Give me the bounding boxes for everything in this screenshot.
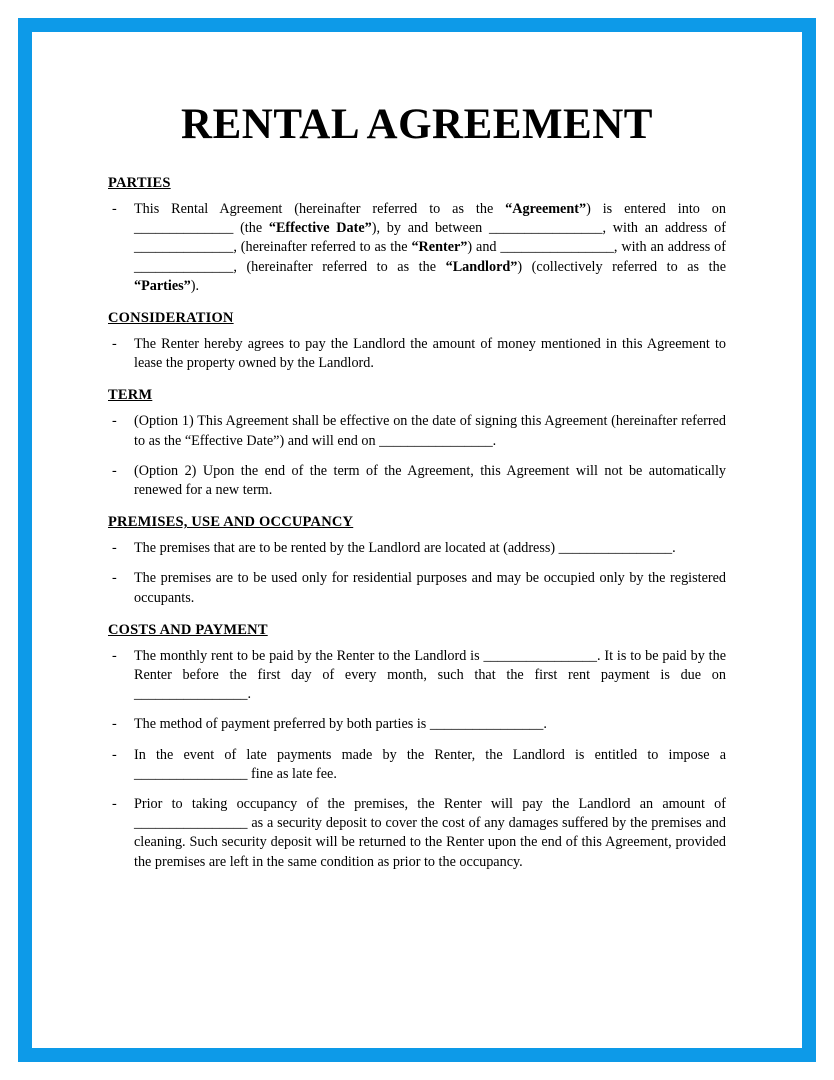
clause-text: This Rental Agreement (hereinafter referred to as the “Agreement”) is entered into on ______________ (the “Effective Date”), by and between ________________, with an address of ______________, (hereinafter referred to as the “Renter”) and ________________, with an address of ______________, (hereinafter referred to as the “Landlord”) (collectively referred to as the “Parties”). <box>134 201 726 294</box>
clause-item <box>108 795 726 872</box>
bullet-dash-icon: - <box>112 462 117 479</box>
page-title: RENTAL AGREEMENT <box>181 101 653 148</box>
clause-text: (Option 2) Upon the end of the term of the Agreement, this Agreement will not be automatically renewed for a new term. <box>134 462 726 499</box>
bullet-dash-icon: - <box>112 716 117 733</box>
clause-text: The premises that are to be rented by the Landlord are located at (address) ________________. <box>134 540 676 557</box>
bullet-dash-icon: - <box>112 796 117 813</box>
document-section <box>108 175 726 296</box>
clause-item <box>108 200 726 296</box>
document-content <box>108 100 726 886</box>
bullet-dash-icon: - <box>112 413 117 430</box>
clause-list <box>108 200 726 296</box>
clause-text: The method of payment preferred by both parties is ________________. <box>134 716 547 733</box>
section-heading: PARTIES <box>108 175 171 191</box>
clause-text: The Renter hereby agrees to pay the Landlord the amount of money mentioned in this Agreement to lease the property owned by the Landlord. <box>134 336 726 372</box>
bullet-dash-icon: - <box>112 336 117 353</box>
section-heading: TERM <box>108 387 153 404</box>
clause-text: The monthly rent to be paid by the Renter to the Landlord is ________________. It is to be paid by the Renter before the first day of every month, such that the first rent payment is due on ________________. <box>134 647 726 703</box>
document-section <box>108 387 726 500</box>
bullet-dash-icon: - <box>112 746 117 763</box>
clause-item <box>108 412 726 450</box>
bullet-dash-icon: - <box>112 540 117 557</box>
clause-item <box>108 569 726 607</box>
bullet-dash-icon: - <box>112 570 117 587</box>
document-section <box>108 514 726 608</box>
section-heading: COSTS AND PAYMENT <box>108 621 268 638</box>
clause-item <box>108 462 726 500</box>
clause-text: In the event of late payments made by the Renter, the Landlord is entitled to impose a ________________ fine as late fee. <box>134 746 726 782</box>
clause-list <box>108 539 726 608</box>
bullet-dash-icon: - <box>112 201 117 217</box>
clause-text: Prior to taking occupancy of the premises, the Renter will pay the Landlord an amount of ________________ as a security deposit to cover the cost of any damages suffered by the premises and cleaning. Such security deposit will be returned to the Renter upon the end of this Agreement, provided the premises are left in the same condition as prior to the occupancy. <box>134 796 726 870</box>
clause-list <box>108 412 726 500</box>
clause-text: (Option 1) This Agreement shall be effective on the date of signing this Agreement (hereinafter referred to as the “Effective Date”) and will end on ________________. <box>134 413 726 449</box>
bullet-dash-icon: - <box>112 647 117 664</box>
clause-item <box>108 647 726 705</box>
clause-text: The premises are to be used only for residential purposes and may be occupied only by the registered occupants. <box>134 570 726 606</box>
clause-item <box>108 715 726 734</box>
section-heading: CONSIDERATION <box>108 310 234 327</box>
section-heading: PREMISES, USE AND OCCUPANCY <box>108 514 354 531</box>
document-section <box>108 622 726 872</box>
clause-list <box>108 647 726 872</box>
document-section <box>108 310 726 373</box>
clause-item <box>108 335 726 373</box>
clause-list <box>108 335 726 373</box>
clause-item <box>108 539 726 558</box>
sections-container <box>108 175 726 872</box>
clause-item <box>108 746 726 784</box>
